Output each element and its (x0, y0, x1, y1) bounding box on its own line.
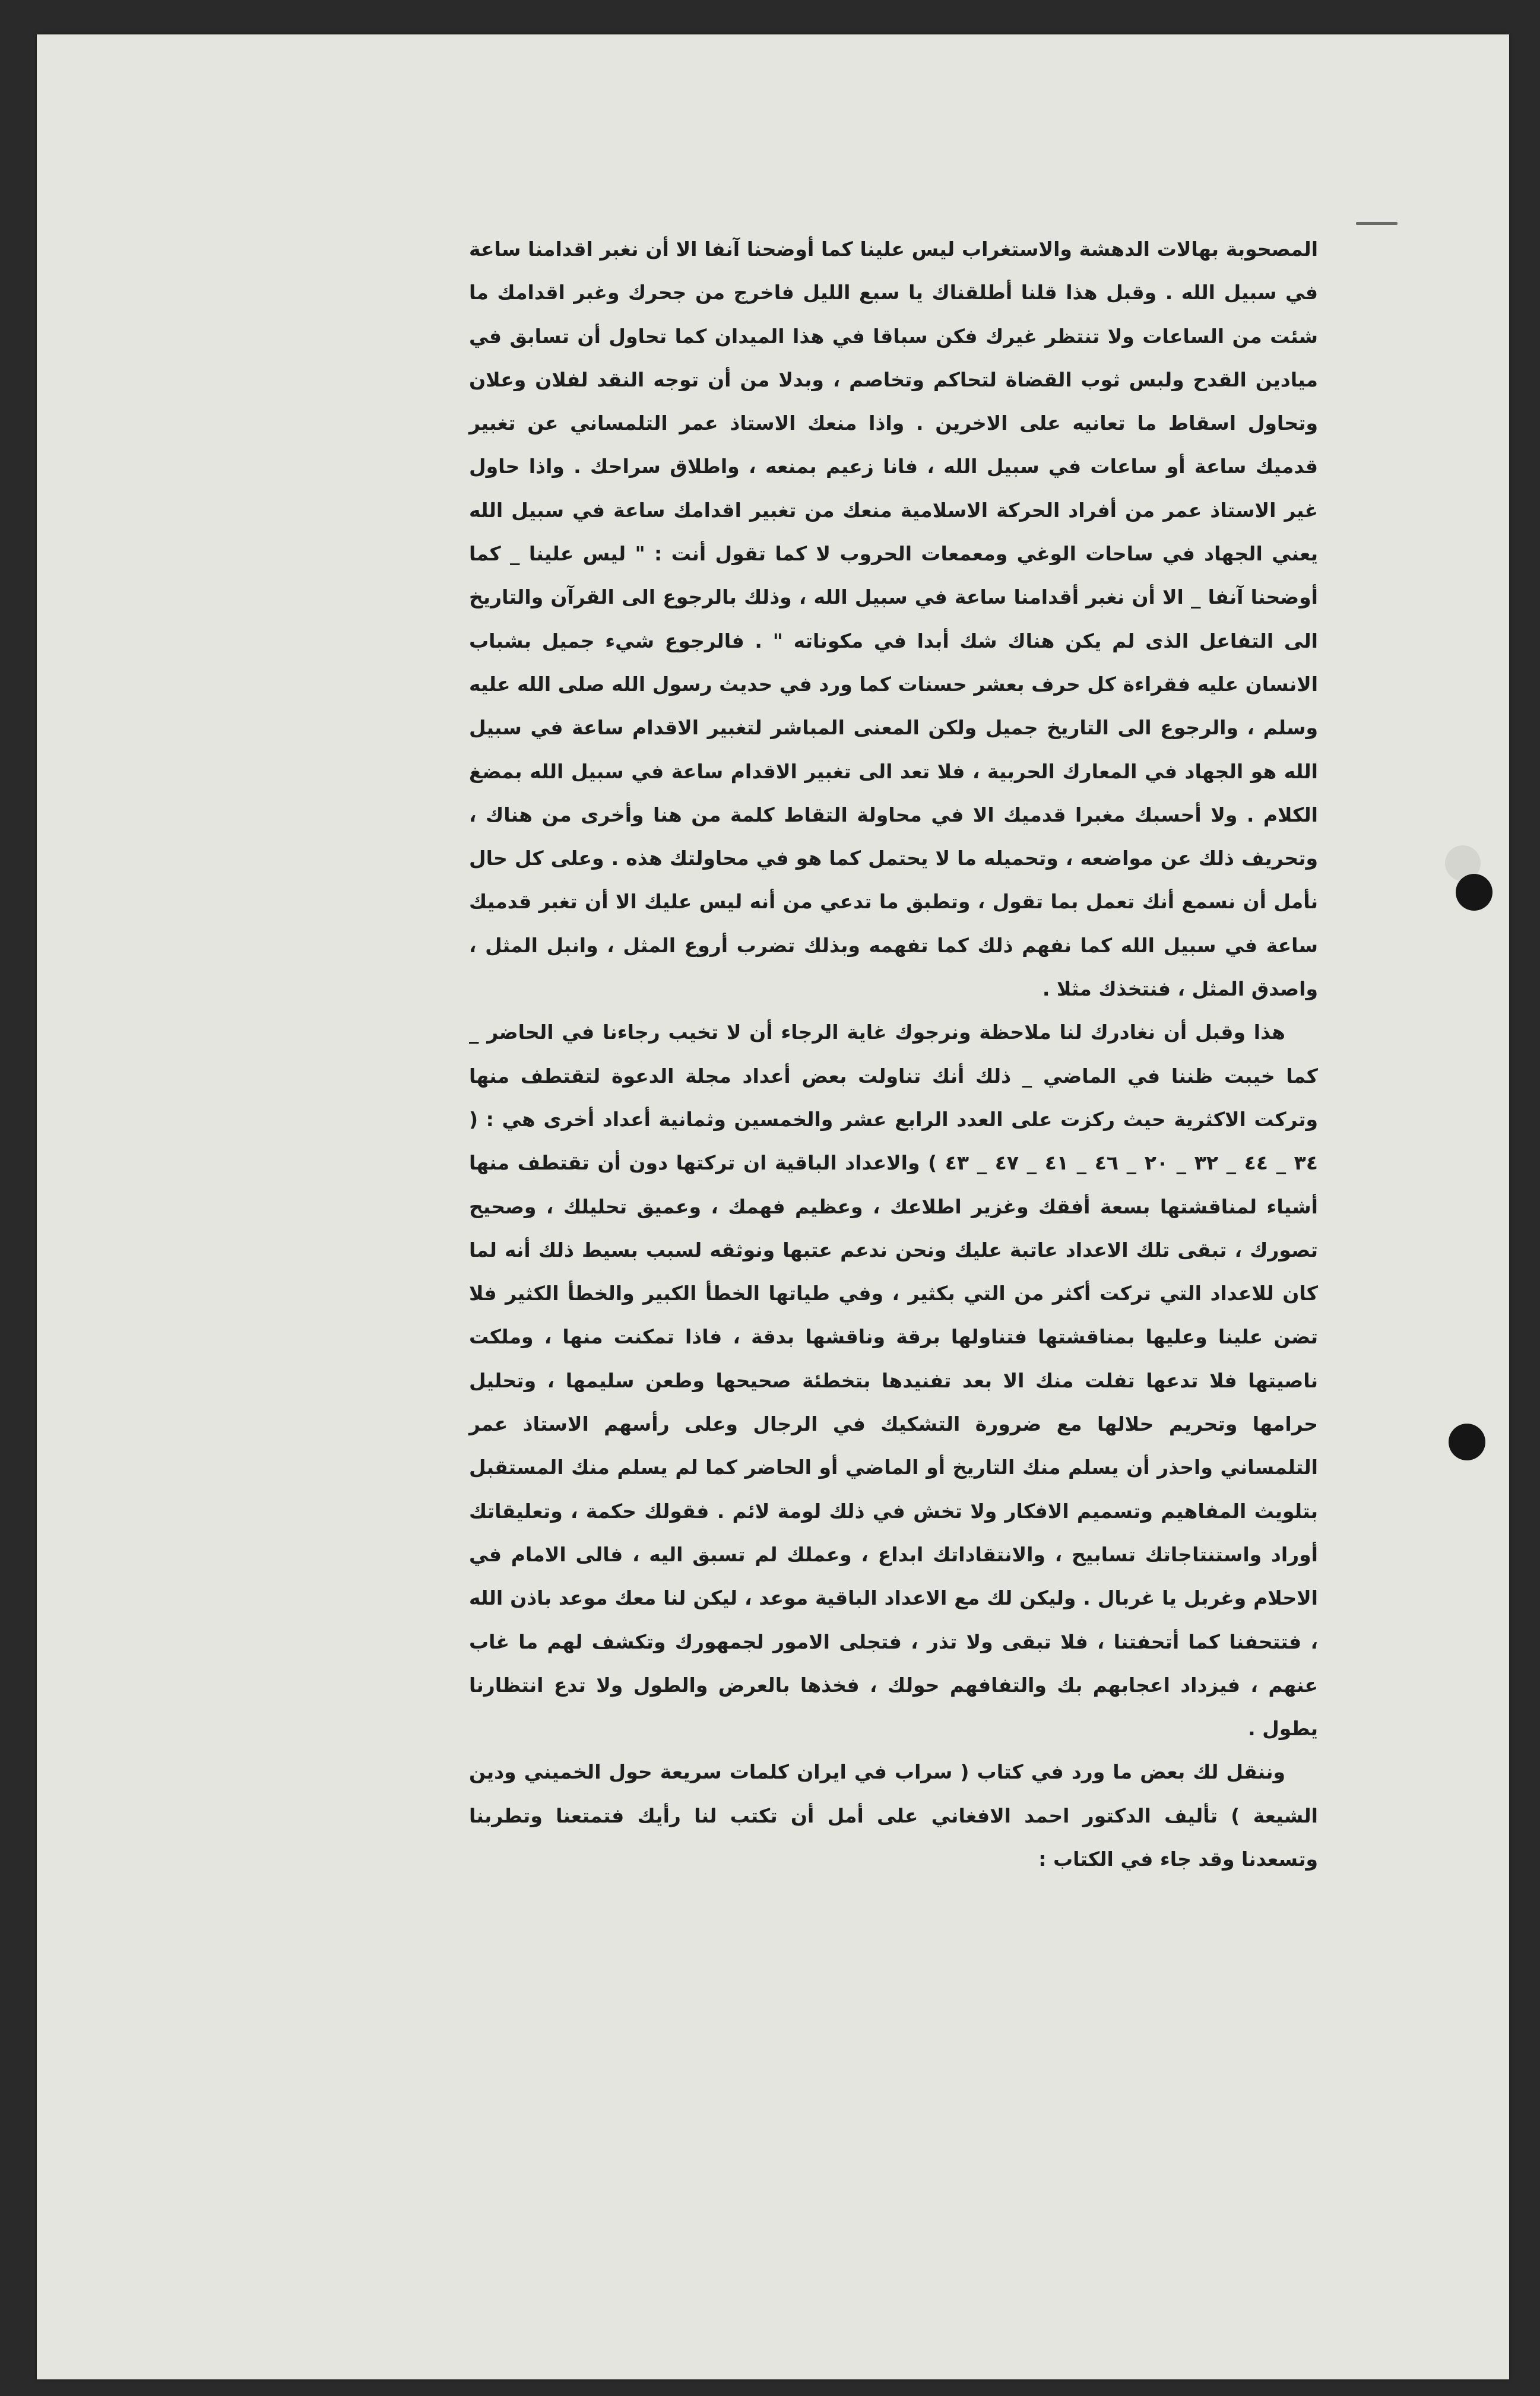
paragraph-3: وننقل لك بعض ما ورد في كتاب ( سراب في ايران كلمات سريعة حول الخميني ودين الشيعة ) تأليف الدكتور احمد الافغاني على أمل أن تكتب لنا رأيك فتمتعنا وتطربنا وتسعدنا وقد جاء في الكتاب : (469, 1760, 1318, 1871)
paragraph-2: هذا وقبل أن نغادرك لنا ملاحظة ونرجوك غاية الرجاء أن لا تخيب رجاءنا في الحاضر _ كما خيبت ظننا في الماضي _ ذلك أنك تناولت بعض أعداد مجلة الدعوة لتقتطف منها وتركت الاكثرية حيث ركزت على العدد الرابع عشر والخمسين وثمانية أعداد أخرى هي : ( ٣٤ _ ٤٤ _ ٣٢ _ ٢٠ _ ٤٦ _ ٤١ _ ٤٧ _ ٤٣ ) والاعداد الباقية ان تركتها دون أن تقتطف منها أشياء لمناقشتها بسعة أفقك وغزير اطلاعك ، وعظيم فهمك ، وعميق تحليلك ، وصحيح تصورك ، تبقى تلك الاعداد عاتبة عليك ونحن ندعم عتبها ونوثقه لسبب بسيط ذلك أنه لما كان للاعداد التي تركت أكثر من التي بكثير ، وفي طياتها الخطأ الكبير والخطأ الكثير فلا تضن علينا وعليها بمناقشتها فتناولها برقة وناقشها بدقة ، فاذا تمكنت منها ، وملكت ناصيتها فلا تدعها تفلت منك الا بعد تفنيدها بتخطئة صحيحها وطعن سليمها ، وتحليل حرامها وتحريم حلالها مع ضرورة التشكيك في الرجال وعلى رأسهم الاستاذ عمر التلمساني واحذر أن يسلم منك التاريخ أو الماضي أو الحاضر كما لم يسلم منك المستقبل بتلويث المفاهيم وتسميم الافكار ولا تخش في ذلك لومة لائم . فقولك حكمة ، وتعليقاتك أوراد واستنتاجاتك تسابيح ، والانتقاداتك ابداع ، وعملك لم تسبق اليه ، فالى الامام في الاحلام وغربل يا غربال . وليكن لك مع الاعداد الباقية موعد ، ليكن لنا معك موعد باذن الله ، فتتحفنا كما أتحفتنا ، فلا تبقى ولا تذر ، فتجلى الامور لجمهورك وتكشف لهم ما غاب عنهم ، فيزداد اعجابهم بك والتفافهم حولك ، فخذها بالعرض والطول ولا تدع انتظارنا يطول . (469, 1020, 1318, 1741)
punch-hole-top (1456, 874, 1493, 911)
paragraph-1: المصحوبة بهالات الدهشة والاستغراب ليس علينا كما أوضحنا آنفا الا أن نغبر اقدامنا ساعة في سبيل الله . وقبل هذا قلنا أطلقناك يا سبع الليل فاخرج من جحرك وغبر اقدامك ما شئت من الساعات ولا تنتظر غيرك فكن سباقا في هذا الميدان كما تحاول أن تسابق في ميادين القدح ولبس ثوب القضاة لتحاكم وتخاصم ، وبدلا من أن توجه النقد لفلان وعلان وتحاول اسقاط ما تعانيه على الاخرين . واذا منعك الاستاذ عمر التلمساني عن تغبير قدميك ساعة أو ساعات في سبيل الله ، فانا زعيم بمنعه ، واطلاق سراحك . واذا حاول غير الاستاذ عمر من أفراد الحركة الاسلامية منعك من تغبير اقدامك ساعة في سبيل الله يعني الجهاد في ساحات الوغي ومعمعات الحروب لا كما تقول أنت : " ليس علينا _ كما أوضحنا آنفا _ الا أن نغبر أقدامنا ساعة في سبيل الله ، وذلك بالرجوع الى القرآن والتاريخ الى التفاعل الذى لم يكن هناك شك أبدا في مكوناته " . فالرجوع شيء جميل بشباب الانسان عليه فقراءة كل حرف بعشر حسنات كما ورد في حديث رسول الله صلى الله عليه وسلم ، والرجوع الى التاريخ جميل ولكن المعنى المباشر لتغبير الاقدام ساعة في سبيل الله هو الجهاد في المعارك الحربية ، فلا تعد الى تغبير الاقدام ساعة في سبيل الله بمضغ الكلام . ولا أحسبك مغبرا قدميك الا في محاولة التقاط كلمة من هنا وأخرى من هناك ، وتحريف ذلك عن مواضعه ، وتحميله ما لا يحتمل كما هو في محاولتك هذه . وعلى كل حال نأمل أن نسمع أنك تعمل بما تقول ، وتطبق ما تدعي من أنه ليس عليك الا أن تغبر قدميك ساعة في سبيل الله كما نفهم ذلك كما تفهمه وبذلك تضرب أروع المثل ، وانبل المثل ، واصدق المثل ، فنتخذك مثلا . (469, 237, 1318, 1001)
margin-mark (1356, 222, 1398, 225)
body-text (469, 227, 1318, 1881)
punch-hole-bottom (1449, 1424, 1485, 1460)
document-page (37, 34, 1509, 2379)
